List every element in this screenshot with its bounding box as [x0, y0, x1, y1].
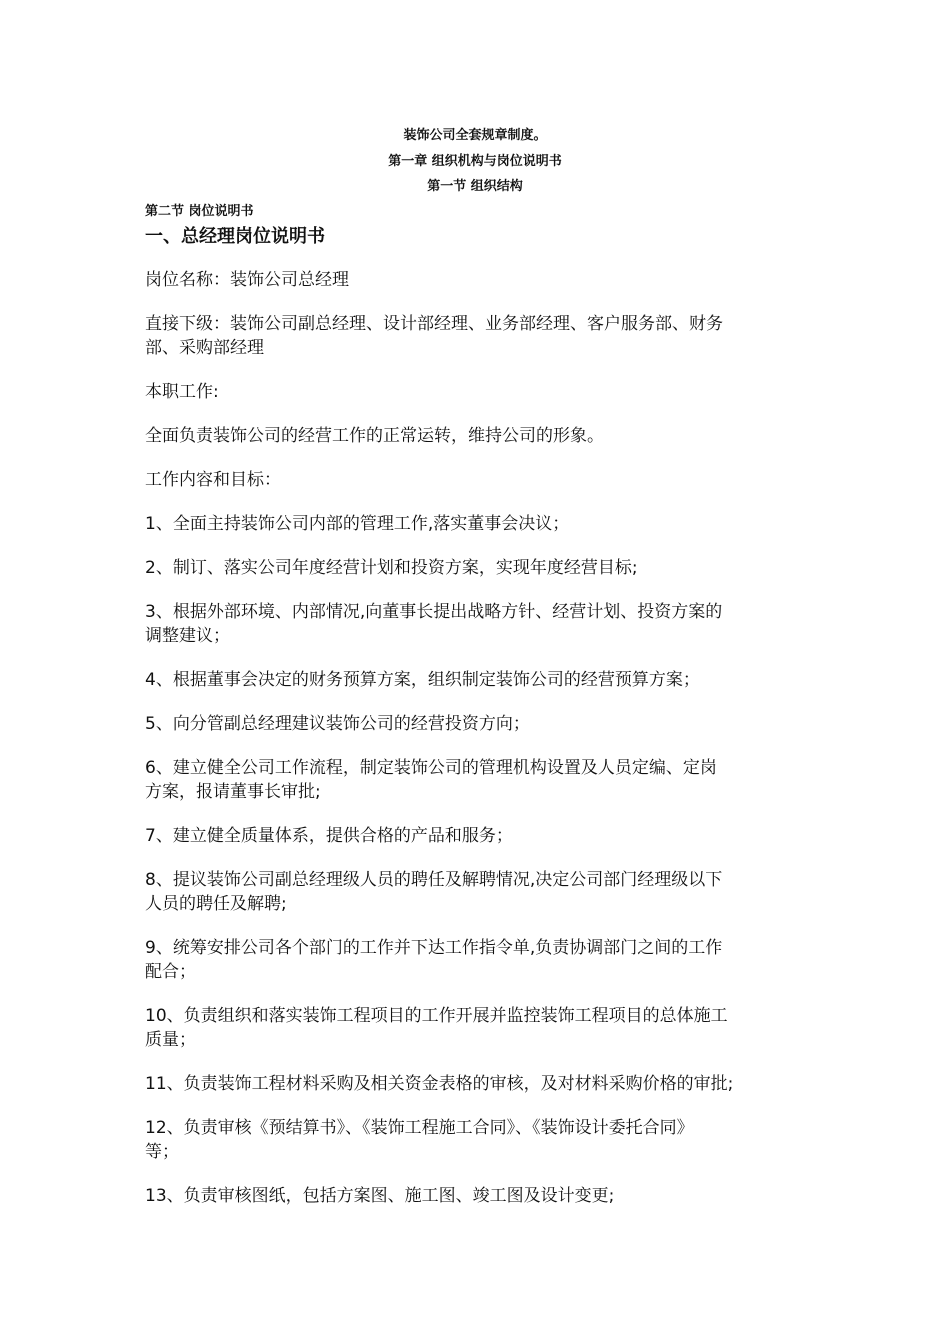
- list-item: 1、全面主持装饰公司内部的管理工作,落实董事会决议；: [145, 514, 570, 534]
- list-item: 12、负责审核《预结算书》、《装饰工程施工合同》、《装饰设计委托合同》 等；: [145, 1118, 694, 1162]
- job-heading: 一、总经理岗位说明书: [145, 226, 325, 247]
- list-item: 4、根据董事会决定的财务预算方案，组织制定装饰公司的经营预算方案；: [145, 670, 700, 690]
- section-title: 第一节 组织结构: [427, 179, 523, 194]
- list-item: 6、建立健全公司工作流程，制定装饰公司的管理机构设置及人员定编、定岗 方案，报请董事长审批;: [145, 758, 717, 802]
- list-item: 5、向分管副总经理建议装饰公司的经营投资方向；: [145, 714, 530, 734]
- list-item: 9、统筹安排公司各个部门的工作并下达工作指令单,负责协调部门之间的工作 配合；: [145, 938, 723, 982]
- list-item: 8、提议装饰公司副总经理级人员的聘任及解聘情况,决定公司部门经理级以下 人员的聘任及解聘;: [145, 870, 723, 914]
- body-text: [145, 268, 810, 1228]
- paragraph: 工作内容和目标：: [145, 470, 281, 490]
- list-item: 3、根据外部环境、内部情况,向董事长提出战略方针、经营计划、投资方案的 调整建议；: [145, 602, 723, 646]
- list-item: 13、负责审核图纸，包括方案图、施工图、竣工图及设计变更;: [145, 1186, 615, 1206]
- document-title: 装饰公司全套规章制度。: [403, 128, 547, 143]
- list-item: 11、负责装饰工程材料采购及相关资金表格的审核，及对材料采购价格的审批;: [145, 1074, 734, 1094]
- paragraph: 本职工作:: [145, 382, 219, 402]
- paragraph: 全面负责装饰公司的经营工作的正常运转，维持公司的形象。: [145, 426, 604, 446]
- list-item: 10、负责组织和落实装饰工程项目的工作开展并监控装饰工程项目的总体施工 质量；: [145, 1006, 728, 1050]
- paragraph: 直接下级：装饰公司副总经理、设计部经理、业务部经理、客户服务部、财务 部、采购部经理: [145, 314, 723, 358]
- subsection-label: 第二节 岗位说明书: [145, 204, 254, 219]
- chapter-title: 第一章 组织机构与岗位说明书: [388, 154, 562, 169]
- list-item: 2、制订、落实公司年度经营计划和投资方案，实现年度经营目标;: [145, 558, 638, 578]
- list-item: 7、建立健全质量体系，提供合格的产品和服务；: [145, 826, 513, 846]
- paragraph: 岗位名称：装饰公司总经理: [145, 270, 349, 290]
